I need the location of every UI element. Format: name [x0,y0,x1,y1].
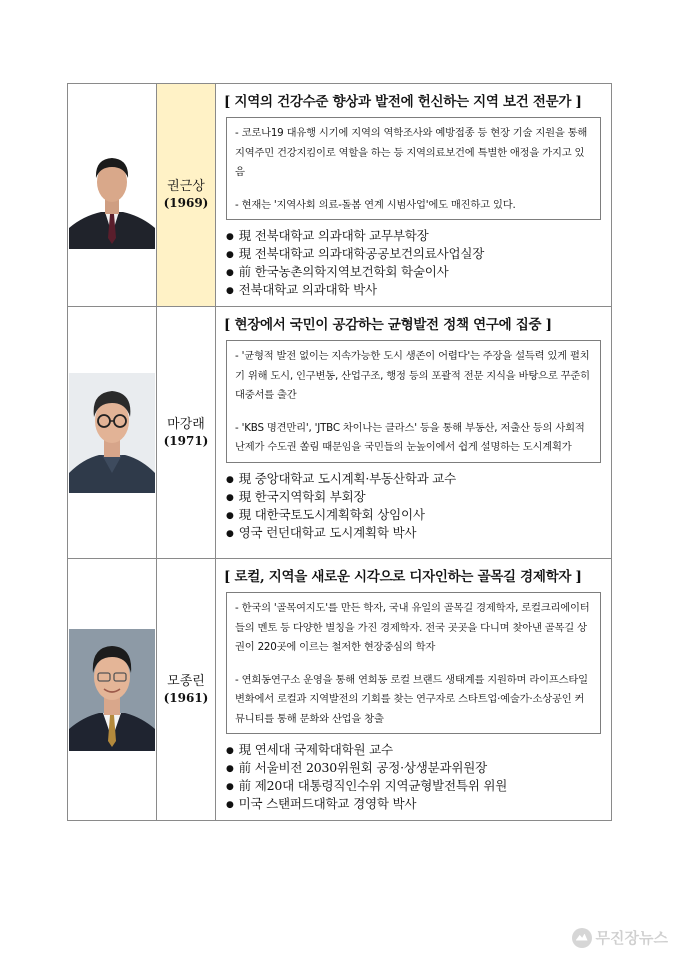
portrait-photo [69,629,155,751]
birth-year: (1961) [163,690,209,705]
profiles-table [67,83,612,821]
name-cell [157,84,216,307]
person-name: 모종린 [167,673,205,689]
career-list [224,742,601,814]
birth-year: (1969) [163,196,209,210]
career-list [224,471,601,543]
career-list [224,228,601,300]
detail-cell [216,307,612,559]
person-name: 권근상 [167,179,205,194]
person-name: 마강래 [167,416,205,432]
career-item: ● 現 연세대 국제학대학원 교수 [226,742,601,760]
profile-row [68,84,612,307]
career-item: ● 現 중앙대학교 도시계획·부동산학과 교수 [226,471,601,489]
career-item: ● 前 서울비전 2030위원회 공정·상생분과위원장 [226,760,601,778]
summary-box [226,117,601,220]
profile-row [68,559,612,821]
summary-paragraph: - 연희동연구소 운영을 통해 연희동 로컬 브랜드 생태계를 지원하며 라이프스타일 변화에서 로컬과 지역발전의 기회를 찾는 연구자로 스타트업·예술가·소상공인 커뮤니티를 통해 문화와 산업을 창출 [235,673,588,725]
career-item: ● 前 제20대 대통령직인수위 지역균형발전특위 위원 [226,778,601,796]
summary-paragraph: - 코로나19 대유행 시기에 지역의 역학조사와 예방접종 등 현장 기술 지원을 통해 지역주민 건강지킴이로 역할을 하는 등 지역의료보건에 특별한 애정을 가지고 있음 [235,127,588,178]
name-cell [157,559,216,821]
birth-year: (1971) [163,433,209,448]
summary-box [226,592,601,734]
career-item: ● 現 전북대학교 의과대학 교무부학장 [226,228,601,246]
headline: [ 지역의 건강수준 향상과 발전에 헌신하는 지역 보건 전문가 ] [224,94,582,110]
photo-cell [68,84,157,307]
career-item: ● 現 전북대학교 의과대학공공보건의료사업실장 [226,246,601,264]
career-item: ● 現 대한국토도시계획학회 상임이사 [226,507,601,525]
mountain-logo-icon [572,928,592,948]
career-item: ● 전북대학교 의과대학 박사 [226,282,601,300]
name-cell [157,307,216,559]
career-item: ● 現 한국지역학회 부회장 [226,489,601,507]
summary-paragraph: - 현재는 '지역사회 의료-돌봄 연계 시범사업'에도 매진하고 있다. [235,198,516,211]
detail-cell [216,559,612,821]
career-item: ● 영국 런던대학교 도시계획학 박사 [226,525,601,543]
detail-cell [216,84,612,307]
summary-box [226,340,601,463]
headline: [ 로컬, 지역을 새로운 시각으로 디자인하는 골목길 경제학자 ] [224,569,582,585]
portrait-photo [69,373,155,493]
career-item: ● 미국 스탠퍼드대학교 경영학 박사 [226,796,601,814]
watermark-text: 무진장뉴스 [595,929,668,947]
summary-paragraph: - '균형적 발전 없이는 지속가능한 도시 생존이 어렵다'는 주장을 설득력 있게 펼치기 위해 도시, 인구변동, 산업구조, 행정 등의 포괄적 전문 지식을 바탕으로 꾸준히 대중서를 출간 [235,350,590,401]
headline: [ 현장에서 국민이 공감하는 균형발전 정책 연구에 집중 ] [224,317,552,333]
photo-cell [68,307,157,559]
summary-paragraph: - 'KBS 명견만리', 'JTBC 차이나는 클라스' 등을 통해 부동산, 저출산 등의 사회적 난제가 수도권 쏠림 때문임을 국민들의 눈높이에서 쉽게 설명하는 도시계획가 [235,421,585,453]
watermark [572,927,668,948]
profile-row [68,307,612,559]
career-item: ● 前 한국농촌의학지역보건학회 학술이사 [226,264,601,282]
summary-paragraph: - 한국의 '골목여지도'를 만든 학자, 국내 유일의 골목길 경제학자, 로컬크리에이터들의 멘토 등 다양한 별칭을 가진 경제학자. 전국 곳곳을 다니며 찾아낸 골목길 상권이 220곳에 이르는 철저한 현장중심의 학자 [235,602,590,653]
portrait-photo [69,142,155,249]
photo-cell [68,559,157,821]
